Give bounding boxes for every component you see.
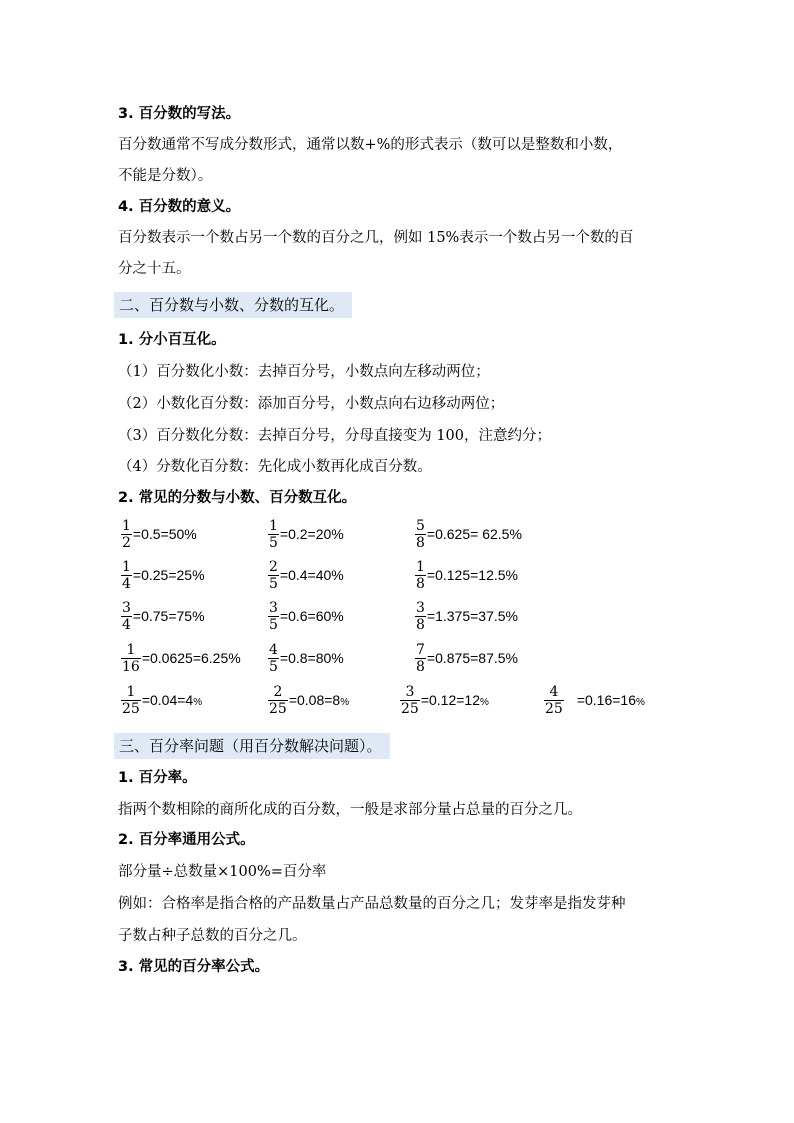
fraction-denominator: 5 bbox=[269, 575, 278, 592]
fraction bbox=[121, 559, 132, 592]
section-heading-conversion: 二、百分数与小数、分数的互化。 bbox=[114, 292, 352, 318]
fraction-denominator: 5 bbox=[269, 658, 278, 675]
fraction-row bbox=[0, 596, 794, 636]
fraction-equivalents bbox=[280, 650, 344, 666]
fraction-conversion bbox=[415, 596, 518, 636]
fraction-row bbox=[0, 514, 794, 554]
fraction-numerator: 3 bbox=[416, 599, 425, 616]
heading-percent-meaning: 4. 百分数的意义。 bbox=[118, 199, 241, 215]
fraction-equivalents bbox=[577, 692, 645, 708]
fraction-denominator: 8 bbox=[416, 658, 425, 675]
fraction bbox=[544, 684, 564, 717]
fraction-conversion bbox=[121, 638, 241, 678]
decimal-percent-text: =0.6=60% bbox=[279, 608, 344, 624]
fraction-equivalents bbox=[280, 526, 344, 542]
fraction-conversion bbox=[121, 555, 205, 595]
fraction-denominator: 8 bbox=[416, 534, 425, 551]
rule-line: （1）百分数化小数：去掉百分号，小数点向左移动两位； bbox=[118, 364, 490, 380]
percent-sign: % bbox=[340, 697, 350, 708]
paragraph-line: 指两个数相除的商所化成的百分数，一般是求部分量占总量的百分之几。 bbox=[118, 802, 582, 818]
fraction-conversion bbox=[400, 680, 489, 720]
fraction-conversion bbox=[268, 555, 344, 595]
fraction-equivalents bbox=[427, 608, 518, 624]
fraction-numerator: 7 bbox=[416, 641, 425, 658]
fraction bbox=[415, 518, 426, 551]
fraction-denominator: 25 bbox=[401, 700, 419, 717]
fraction-conversion bbox=[415, 638, 518, 678]
fraction-conversion bbox=[121, 680, 202, 720]
fraction-numerator: 1 bbox=[122, 517, 131, 534]
fraction bbox=[415, 559, 426, 592]
fraction-equivalents bbox=[427, 526, 522, 542]
fraction-equivalents bbox=[421, 692, 489, 708]
fraction-conversion bbox=[415, 555, 518, 595]
fraction-denominator: 5 bbox=[269, 534, 278, 551]
fraction-numerator: 3 bbox=[405, 683, 415, 700]
heading-percent-writing: 3. 百分数的写法。 bbox=[118, 106, 241, 122]
fraction-numerator: 1 bbox=[416, 558, 425, 575]
decimal-percent-text: =0.16=16 bbox=[576, 692, 636, 708]
fraction-equivalents bbox=[280, 567, 344, 583]
fraction-denominator: 5 bbox=[269, 616, 278, 633]
fraction-conversion bbox=[268, 596, 344, 636]
fraction-conversion bbox=[415, 514, 522, 554]
fraction-conversion bbox=[268, 680, 349, 720]
decimal-percent-text: =1.375=37.5% bbox=[426, 608, 519, 624]
fraction bbox=[400, 684, 420, 717]
fraction-equivalents bbox=[142, 692, 202, 708]
paragraph-line: 百分数通常不写成分数形式，通常以数+%的形式表示（数可以是整数和小数， bbox=[118, 137, 623, 153]
fraction bbox=[268, 518, 279, 551]
decimal-percent-text: =0.875=87.5% bbox=[426, 650, 519, 666]
fraction-numerator: 4 bbox=[269, 641, 278, 658]
section-heading-percentage-rate: 三、百分率问题（用百分数解决问题）。 bbox=[114, 733, 390, 759]
fraction-denominator: 2 bbox=[122, 534, 131, 551]
percent-sign: % bbox=[480, 697, 489, 708]
fraction-conversion bbox=[121, 596, 205, 636]
paragraph-line: 百分数表示一个数占另一个数的百分之几，例如 15%表示一个数占另一个数的百 bbox=[118, 230, 634, 246]
fraction bbox=[268, 559, 279, 592]
rule-line: （4）分数化百分数：先化成小数再化成百分数。 bbox=[118, 459, 432, 475]
decimal-percent-text: =0.125=12.5% bbox=[426, 567, 519, 583]
paragraph-line: 不能是分数）。 bbox=[118, 168, 213, 184]
subheading-conversion: 1. 分小百互化。 bbox=[118, 332, 226, 348]
paragraph-line: 例如：合格率是指合格的产品数量占产品总数量的百分之几；发芽率是指发芽种 bbox=[118, 896, 626, 912]
fraction bbox=[268, 684, 288, 717]
fraction-equivalents bbox=[427, 567, 518, 583]
decimal-percent-text: =0.75=75% bbox=[132, 608, 205, 624]
fraction-denominator: 4 bbox=[122, 575, 131, 592]
paragraph-line: 子数占种子总数的百分之几。 bbox=[118, 928, 307, 944]
fraction-numerator: 1 bbox=[126, 683, 136, 700]
fraction-denominator: 8 bbox=[416, 575, 425, 592]
fraction bbox=[268, 642, 279, 675]
subheading-common-rate-formulas: 3. 常见的百分率公式。 bbox=[118, 959, 270, 975]
fraction bbox=[415, 600, 426, 633]
fraction bbox=[268, 600, 279, 633]
rule-line: （2）小数化百分数：添加百分号，小数点向右边移动两位； bbox=[118, 396, 505, 412]
fraction-numerator: 3 bbox=[122, 599, 131, 616]
decimal-percent-text: =0.08=8 bbox=[288, 692, 341, 708]
fraction-numerator: 1 bbox=[269, 517, 278, 534]
decimal-percent-text: =0.2=20% bbox=[279, 526, 344, 542]
fraction-equivalents bbox=[289, 692, 349, 708]
decimal-percent-text: =0.5=50% bbox=[132, 526, 197, 542]
fraction-denominator: 16 bbox=[122, 658, 140, 675]
fraction bbox=[415, 642, 426, 675]
decimal-percent-text: =0.25=25% bbox=[132, 567, 205, 583]
subheading-common-fractions: 2. 常见的分数与小数、百分数互化。 bbox=[118, 490, 357, 506]
fraction-conversion bbox=[268, 514, 344, 554]
decimal-percent-text: =0.625= 62.5% bbox=[426, 526, 522, 542]
fraction-numerator: 4 bbox=[549, 683, 559, 700]
fraction-equivalents bbox=[133, 526, 197, 542]
fraction-conversion bbox=[544, 680, 645, 720]
formula-line: 部分量÷总数量×100%=百分率 bbox=[118, 864, 327, 880]
fraction-denominator: 25 bbox=[122, 700, 140, 717]
fraction-equivalents bbox=[133, 567, 205, 583]
rule-line: （3）百分数化分数：去掉百分号，分母直接变为 100，注意约分； bbox=[118, 428, 552, 444]
fraction bbox=[121, 684, 141, 717]
fraction-numerator: 3 bbox=[269, 599, 278, 616]
fraction-conversion bbox=[121, 514, 197, 554]
fraction bbox=[121, 600, 132, 633]
fraction-row bbox=[0, 680, 794, 720]
fraction-denominator: 25 bbox=[269, 700, 287, 717]
paragraph-line: 分之十五。 bbox=[118, 261, 191, 277]
subheading-rate-formula: 2. 百分率通用公式。 bbox=[118, 832, 255, 848]
fraction bbox=[121, 642, 141, 675]
fraction-conversion bbox=[268, 638, 344, 678]
decimal-percent-text: =0.0625=6.25% bbox=[141, 650, 241, 666]
percent-sign: % bbox=[193, 697, 203, 708]
fraction-numerator: 2 bbox=[273, 683, 283, 700]
fraction-denominator: 25 bbox=[545, 700, 563, 717]
fraction-equivalents bbox=[142, 650, 241, 666]
fraction-equivalents bbox=[280, 608, 344, 624]
fraction-row bbox=[0, 555, 794, 595]
fraction-denominator: 4 bbox=[122, 616, 131, 633]
fraction-numerator: 1 bbox=[122, 558, 131, 575]
fraction-numerator: 2 bbox=[269, 558, 278, 575]
fraction-equivalents bbox=[427, 650, 518, 666]
percent-sign: % bbox=[636, 697, 645, 708]
fraction-numerator: 1 bbox=[126, 641, 136, 658]
fraction-numerator: 5 bbox=[416, 517, 425, 534]
fraction bbox=[121, 518, 132, 551]
fraction-equivalents bbox=[133, 608, 205, 624]
decimal-percent-text: =0.8=80% bbox=[279, 650, 344, 666]
fraction-denominator: 8 bbox=[416, 616, 425, 633]
subheading-rate: 1. 百分率。 bbox=[118, 770, 197, 786]
decimal-percent-text: =0.4=40% bbox=[279, 567, 344, 583]
decimal-percent-text: =0.12=12 bbox=[420, 692, 480, 708]
decimal-percent-text: =0.04=4 bbox=[141, 692, 194, 708]
fraction-row bbox=[0, 638, 794, 678]
